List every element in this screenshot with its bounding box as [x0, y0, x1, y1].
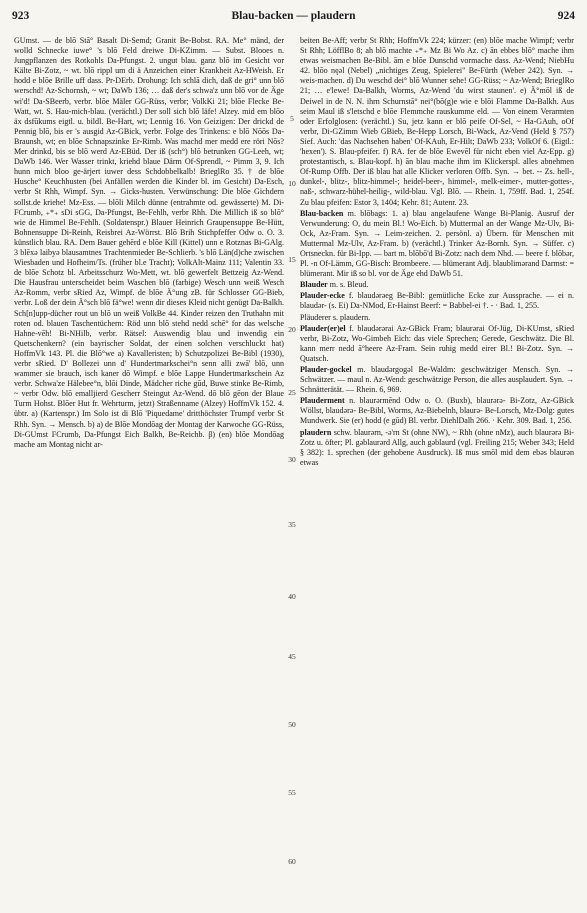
entry-plaudern: plaudern schw. blaurərn, -ə'rn St (ohne NW), ~ Rhh (ohne nMz), auch blaurərə Bi-Zotz u. öfter; Pl. gəblaurərd Allg, auch gəblaurd (vgl. Freiling 215; Weber 343; Held § 382): 1. sprechen (der gehobene Ausdruck). Iß mus smōl mid dem ebəs blaurən etwas — [300, 427, 574, 467]
right-column — [300, 36, 574, 908]
line-number: 20 — [288, 325, 296, 334]
entry-paragraph: GUmst. — de blō Stā° Basalt Di-Semd; Granit Be-Bobst. RA. Me° mänd, der wolld Schnecke iuwe° 's blō Feld dreiwe Di-KZimm. — Subst. Blooes n. Jungpflanzen des Rotkohls Da-Pfungst. 2. ungut blau. ganz blō im Gesicht vor Kälte Bi-Zotz, ~ wt. blō rippl um di ä Anzeichen einer Krankheit Az-HWeish. Er hodd e blōe Brille uff dass. Pr-DErb. Drohung: Ich schlā dich, daß de gri° unn blō werschd! Az-Schornsh, ~ wt; DaWb 136; … daß der's schwa'z unn blō vor de Äge wi'd! Da-SBeerb, verbr. blōe Mäler GG-Rüss, verbr; VolkKi 21; blōe Flecke Be-Watt, wt. S. Hau-mich-blau. (verächtl.) Der soll sich blō läfe! Alzey. mid em blōo äx dsfūkums eigtl. u. bildl. Be-Hart, wt; Lennig 16. Von Geizigen: Der drickd de Pennig blō, bis er 's ausgid Az-GBick, verbr. Folge des Trinkens: e blō Nōōs Da-Braunsh, wt; en blōe Schnapszinke Er-Rimb. Was machd mer medd ere röri Nōs? Mer drinkd, bis se blō werd Az-EBüd. Der iß (sch°) blō betrunken GG-Leeh, wt; DaWb 146. Wer Wasser trinkt, kriehd blaue Därm Of-Sprendl, ~ Pimm 3, 9. Ich hunn mich bloo ge-ärjert iuwer dess Schdobbelkalb! BrieglRo 35. † de blōe Husche° Keuchhusten (bei Anfällen werden die Kinder bl. im Gesicht) Da-Esch, verbr St Rhh, Wimpf. Syn. → Gicks-husten. Verwünschung: Die blōe Gichdern sollst.de kriehe! Mz-Ess. — blōli Milch dünne (entrahmte od. gewässerte) M. Di-FCrumb, ₊*₊ sDi sGG, Da-Pfungst, Be-Fehlh, verbr Rhh. Die Millich iß so blō° wie de Himmel Be-Fehlh. (Soldatenspr.) Blauer Heinrich Graupensuppe Be-Hütt, Bohnensuppe Di-Reinh, Reisbrei Az-Wörrst. Blō Brih Stichpfeffer Odw o. O. 3. künstlich blau. RA. Dem Bauer gehērd e blōe Kill (Kittel) unn e Rotznas Bi-GAlg. 3 blēxə laibyə blausamtnes Trachtenmieder Be-Schlierb. 's blō Län(d)che zwischen Wiesbaden und Hofheim/Ts. (früher bl.e Tracht); VolkAlt-Mainz 111; Valentin 33. de blōe Schotz bl. Arbeitsschurz Wo-Mett, wt. blō gewerfelt Bettzeig Az-Wend. Die Hausfrau unterscheidet beim Waschen blō (farbige) Wesch unn weiß Wesch Az-Romm, verbr sRied Az, Wimpf. de blōe Ä°ung zB. für Schlosser GG-Bieb, verbr. Loß der dein Ä°sch blō fä°we! wenn dir dieses Kleid nicht genügt Da-Balkh. Sch[n]upp-dücher rout un blō un weiß VolkBe 44. Kinder reizen den Truthahn mit roten od. blauen Taschentüchern: Röd unn blō stehd nedd schē° for das welsche Hahne-vēh! Bi-NHilb, verbr. Rätsel: Auswendig blau und inwendig ein Quetschenkern? (ein bayrischer Soldat, der einen solchen verschluckt hat) HoffmVk 143. Pl. die Blō°we a) Kavalleristen; b) Schutzpolizei Be-Bibl (1930), verbr sRied. D' Bollezei unn d' Hundertmarkschei°n senn alli zwā' blō, unn wammer sie brauch, isch kaner dō Wimpf. e blōe Lappe Hundertmarkschein Az verbr. Schwa'ze Hälebee°n, blōi Dinde, Mädcher riche gūd, Buwe stinke Be-Rimb, ~ verbr Odw. blō emalljierd Gescherr Steingut Az-Wend. dō blō gēon der Blaue Turm Hohst. Blōer Hut fr. Wehrturm, jetzt) Straßenname (Alzey) HoffmVk 152. 4. übtr. a) (Kartenspr.) Im Solo ist di Blō 'Piquedame' dritthöchster Trumpf verbr St Rhh. Syn. → Mensch. b) a) de Blōe Mondōag der Montag der Karwoche GG-Rüss, Di-GUmst FCrumb, Da-Pfungst Eich Balkh, Be-Reichb. β) (en) blōe Mondōag mache am Montag nicht ar- — [14, 36, 284, 449]
headword: Plauderment — [300, 396, 345, 406]
headword: Blauder — [300, 280, 328, 290]
line-number: 40 — [288, 592, 296, 601]
entry-paragraph: beiten Be-Aff; verbr St Rhh; HoffmVk 224; kürzer: (en) blōe mache Wimpf; verbr St Rhh; LöfflBo 8; ah blō machte ₊*₊ Mz Bi Wo Az. c) ān ebbes blō° mache ihm etwas weismachen Be-Bibl. ām e blōe Dunschd vormache dass. Az-Wend; NiebHu 42. blōo nęəl (Nebel) „nichtiges Zeug, Spielerei" Be-Fürth (Weber 242). Syn. → weis-machen. d) Du weschd dei° blō Wunner sehe! GG-Rüss; ~ Az-Wend; BrieglRo 21; … e'lewe! Da-Balkh, Worms, Az-Wend 'du wirst staunen'. e) Ä°mōl iß de Deiwel in de N. N. ihrn Schurnstā° nei°(bō(g)e wie e blōi Flamme Da-Balkh. Aus seim Maul iß s'letschd e blōe Flemmche rauskumme eld. — Von einem Verarmten oder Erfolglosen: (verächtl.) Su, jetz kann er blō peife Of-Sel, ~ Ha-GAuh, oOf verbr, Di-GZimm Wieb GBieb, Be-Hepp Lorsch, Bi-Wack, Az-Vend (Held § 757) Sief. Auch: 'das Nachsehen haben' Of-KAuh, Er-Hilt; DaWb 233; VolkOf 6. (Eigtl.: 'hexen'). S. Blau-pfeifer. f) RA. fer de blōe Ewevēl für nicht eben viel Az-Epp. g) protestantisch, s. Blau-kopf. h) ān blau mache ihm im Klickerspl. alles abnehmen Of-Rump Offb. Der iß blau hat alle Klicker verloren Offb. Syn. → bet. -- Zs. hell-, dunkel-, blitz-, blitz-himmel-; heidel-beer-, himmel-, melk-eimer-, mutter-gottes-, naß-, schwarz-hühel-heilig-, wild-blau. Vgl. Blō. — Rhein. 1, 759ff. Bad. 1, 254f. Zu blau pfeifen: Estor 3, 1404; Kehr. 81; Autenr. 23. — [300, 36, 574, 207]
entry-blau-backen: Blau-backen m. blōbags: 1. a) blau angelaufene Wange Bi-Planig. Ausruf der Verwunderung: O, du mein Bl.! Wo-Eich. b) Muttermal an der Wange Mz-Ulv, Bi-Ock, Az-Fram. Syn. → Leim-zeichen. 2. persönl. a) Übern. für Menschen mit Muttermal Mz-Ulv, Az-Fram. b) (verächtl.) Trinker Az-Bornh. Syn. → Süffer. c) Ortsneckn. für Bi-Ipp. — bart m. blōbō'd Bi-Zotz: nach dem Nhd. — beere f. blōbər, Pl. -n Of-Lämm, GG-Bisch: Brombeere. — blümerant Adj. blaublimərand Darmst: = blümerant. Mir iß so bl. vor de Äge ehd DaWb 51. — [300, 208, 574, 279]
line-number: 10 — [288, 179, 296, 188]
entry-plauderer: Pläuderer s. plaudern. — [300, 312, 371, 322]
headword: Plauder-gockel — [300, 365, 352, 374]
entry-plauder-gockel: Plauder-gockel m. blaudərgogəl Be-Waldm: geschwätziger Mensch. Syn. → Schwätzer. — maul n. Az-Wend: geschwätzige Person, die alles ausplaudert. Syn. → Schnätterätät. — Rhein. 6, 969. — [300, 365, 574, 395]
line-number: 55 — [288, 788, 296, 797]
entry-plauder-ecke: Plauder-ecke f. blaudərəeg Be-Bibl: gemütliche Ecke zur Aussprache. — ei n. blaudər- (s. Ei) Da-NMod, Er-Hainst Beerf: = Babbel-ei †. - · Bad. 1, 255. — [300, 291, 574, 311]
entry-plauderment: Plauderment n. blaurərmēnd Odw o. O. (Buxb), blaurərə- Bi-Zotz, Az-GBick Wöllst, blaudərə- Be-Bibl, Worms, Az-Biebelnh, blaurə- Be-Lorsch, Mz-Dolg: gutes Mundwerk. Sie (er) hodd (e gūd) Bl. verbr. DiehlDalh 266. · Kehr. 309. Bad. 1, 256. — [300, 396, 574, 426]
line-number: 50 — [288, 720, 296, 729]
line-number: 30 — [288, 455, 296, 464]
line-number: 35 — [288, 520, 296, 529]
headword: plaudern — [300, 427, 332, 437]
running-title: Blau-backen — plaudern — [231, 10, 356, 22]
line-number: 25 — [288, 388, 296, 397]
entry-blauder: Blauder m. s. Bleud. — [300, 280, 369, 290]
line-number: 5 — [290, 114, 294, 123]
line-number: 15 — [288, 255, 296, 264]
left-column — [14, 36, 284, 908]
entry-plaudererei: Plauder(er)el f. blaudərərai Az-GBick Fram; blaurərai Of-Jüg, Di-KUmst, sRied verbr, Bi-Zotz, Wo-Gimbeh Eich: das viele Sprechen; Gerede, Geschwätz. Die Bl. kann merr nedd ā°heere Az-Fram. Sein ruhig medd eirer Bl.! Bi-Zotz. Syn. → Quatsch. — [300, 323, 574, 363]
headword: Plauder(er)el — [300, 323, 346, 333]
headword: Plauder-ecke — [300, 291, 345, 301]
page-number-right: 924 — [557, 10, 575, 22]
headword: Blau-backen — [300, 208, 344, 218]
line-number: 45 — [288, 652, 296, 661]
line-number: 60 — [288, 857, 296, 866]
running-header — [12, 10, 575, 28]
page-number-left: 923 — [12, 10, 30, 22]
